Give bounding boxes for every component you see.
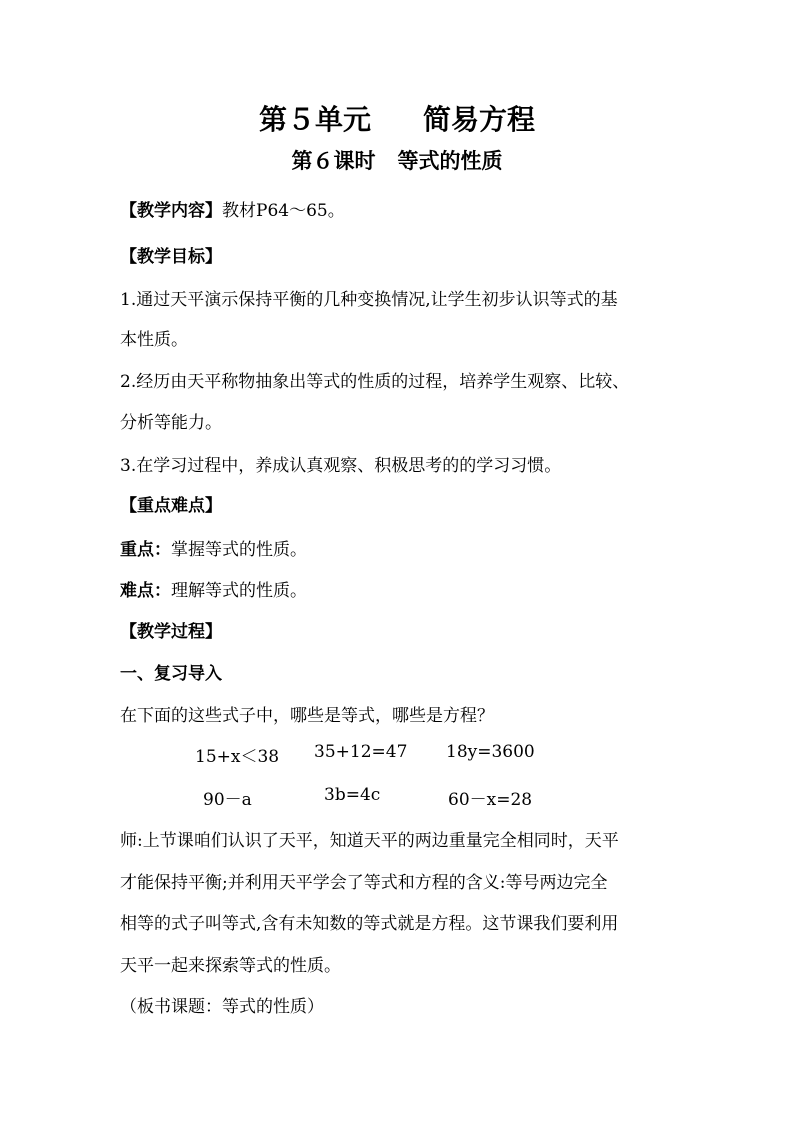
- unit-name: 简易方程: [423, 103, 536, 136]
- unit-label: 第５单元: [258, 103, 371, 136]
- key-point: [120, 535, 690, 560]
- goal-item-3: 3.在学习过程中，养成认真观察、积极思考的的学习习惯。: [120, 456, 562, 476]
- goal-item-1-line-1: 1.通过天平演示保持平衡的几种变换情况,让学生初步认识等式的基: [120, 290, 618, 310]
- expression-item: 35+12=47: [314, 742, 408, 762]
- teacher-text-line-3: 相等的式子叫等式,含有未知数的等式就是方程。这节课我们要利用: [120, 914, 619, 934]
- teacher-text-line-1: 师:上节课咱们认识了天平，知道天平的两边重量完全相同时，天平: [120, 831, 619, 851]
- key-point-label: 重点：: [120, 540, 171, 560]
- section-1-heading: 一、复习导入: [120, 664, 222, 684]
- expression-item: 60－x=28: [448, 790, 533, 810]
- lesson-name: 等式的性质: [397, 149, 503, 173]
- goals-heading: 【教学目标】: [120, 247, 222, 267]
- expression-item: 18y=3600: [446, 742, 535, 762]
- teacher-text-line-4: 天平一起来探索等式的性质。: [120, 956, 341, 976]
- keypoints-heading: 【重点难点】: [120, 496, 222, 516]
- difficult-point-text: 理解等式的性质。: [171, 581, 307, 601]
- lesson-title: [0, 145, 794, 175]
- process-heading: 【教学过程】: [120, 622, 222, 642]
- goal-item-2-line-1: 2.经历由天平称物抽象出等式的性质的过程，培养学生观察、比较、: [120, 372, 630, 392]
- key-point-text: 掌握等式的性质。: [171, 540, 307, 560]
- teaching-content-heading: 【教学内容】: [120, 201, 222, 221]
- unit-title: [0, 98, 794, 138]
- difficult-point-label: 难点：: [120, 581, 171, 601]
- board-note: （板书课题：等式的性质）: [120, 997, 324, 1017]
- teaching-content-text: 教材P64～65。: [222, 201, 345, 221]
- teaching-content: [120, 196, 690, 221]
- goal-item-1-line-2: 本性质。: [120, 330, 188, 350]
- expression-item: 90－a: [203, 790, 252, 810]
- expression-item: 15+x＜38: [195, 747, 280, 767]
- lesson-label: 第６课时: [291, 149, 376, 173]
- difficult-point: [120, 576, 690, 601]
- expression-item: 3b=4c: [324, 785, 381, 805]
- goal-item-2-line-2: 分析等能力。: [120, 413, 222, 433]
- teacher-text-line-2: 才能保持平衡;并利用天平学会了等式和方程的含义:等号两边完全: [120, 873, 608, 893]
- review-question: 在下面的这些式子中，哪些是等式，哪些是方程？: [120, 706, 494, 726]
